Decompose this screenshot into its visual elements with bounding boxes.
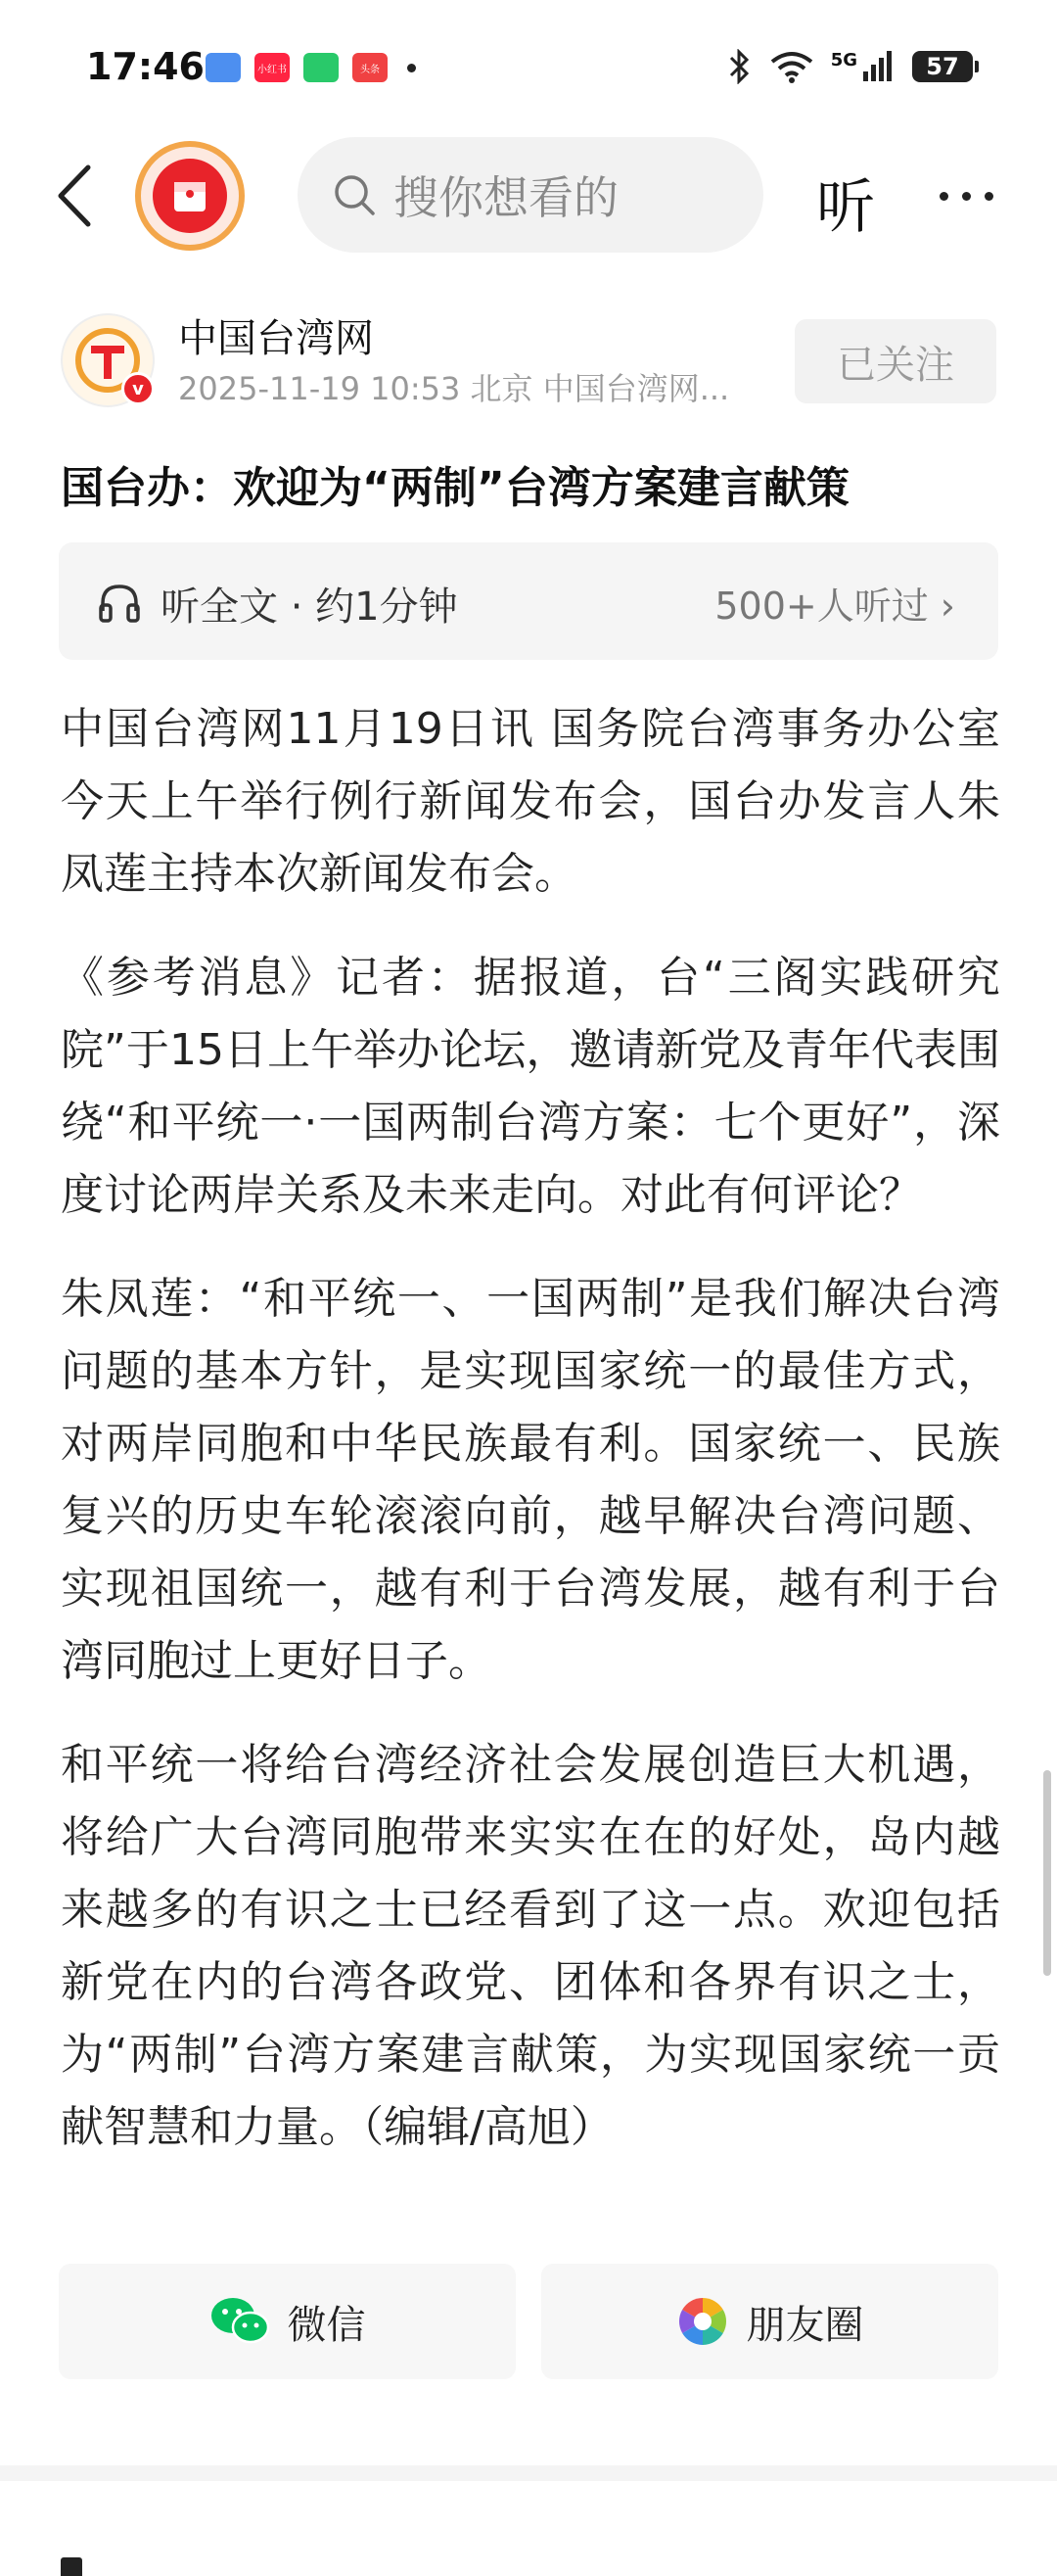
next-section-peek [61,2546,119,2576]
share-wechat-label: 微信 [287,2302,366,2348]
article-paragraph: 朱凤莲：“和平统一、一国两制”是我们解决台湾问题的基本方针，是实现国家统一的最佳方式，对两岸同胞和中华民族最有利。国家统一、民族复兴的历史车轮滚滚向前，越早解决台湾问题、实现祖国统一，越有利于台湾发展，越有利于台湾同胞过上更好日子。 [61,1274,1000,1686]
signal-icon [861,50,895,83]
search-input[interactable] [298,137,763,253]
more-notifications-dot [407,64,416,72]
more-dot-icon [940,192,948,201]
follow-button[interactable]: 已关注 [795,319,996,403]
headphones-icon [98,582,141,623]
listen-duration-label: 听全文 · 约1分钟 [161,585,458,630]
listen-full-article-bar[interactable] [59,542,998,660]
status-bar [0,0,1057,137]
system-icons [727,49,973,84]
share-moments-button[interactable] [541,2264,998,2379]
top-nav-bar [0,137,1057,255]
more-options-button[interactable] [940,166,993,225]
article-paragraph: 中国台湾网11月19日讯 国务院台湾事务办公室今天上午举行例行新闻发布会，国台办发言人朱凤莲主持本次新闻发布会。 [61,704,1000,899]
article-body [61,693,1000,2195]
red-packet-icon [153,159,227,233]
app-logo[interactable] [135,141,245,251]
article-title: 国台办：欢迎为“两制”台湾方案建言献策 [61,463,850,513]
back-button[interactable] [45,159,104,233]
xiaohongshu-notification-icon: 小红书 [254,53,290,82]
back-arrow-icon [55,164,94,228]
listen-count-label: 500+人听过 › [714,585,955,628]
notification-app-icon [206,53,241,82]
scrollbar[interactable] [1043,1770,1051,1976]
share-moments-label: 朋友圈 [746,2302,864,2348]
network-type-label: 5G [830,49,857,70]
share-row [59,2264,998,2379]
moments-icon [676,2295,729,2348]
more-dot-icon [962,192,971,201]
battery-level: 57 [926,53,959,80]
more-dot-icon [985,192,993,201]
publish-meta: 2025-11-19 10:53 北京 中国台湾网... [178,370,730,407]
listen-button[interactable]: 听 [816,173,875,242]
search-placeholder: 搜你想看的 [393,171,619,224]
article-paragraph: 和平统一将给台湾经济社会发展创造巨大机遇，将给广大台湾同胞带来实实在在的好处，岛内越来越多的有识之士已经看到了这一点。欢迎包括新党在内的台湾各政党、团体和各界有识之士，为“两制”台湾方案建言献策，为实现国家统一贡献智慧和力量。（编辑/高旭） [61,1740,1000,2152]
bluetooth-icon [727,49,753,84]
verified-badge-icon: v [121,372,155,405]
battery-icon [912,51,973,82]
share-wechat-button[interactable] [59,2264,516,2379]
video-app-notification-icon [303,53,339,82]
status-time: 17:46 [86,45,205,88]
search-icon [333,173,376,216]
wifi-icon [770,50,813,83]
wechat-icon [209,2296,270,2347]
toutiao-notification-icon: 头条 [352,53,388,82]
author-row [0,294,1057,421]
author-name[interactable]: 中国台湾网 [178,316,374,361]
section-divider [0,2465,1057,2481]
notification-icons [206,53,416,82]
article-paragraph: 《参考消息》记者：据报道，台“三阁实践研究院”于15日上午举办论坛，邀请新党及青年代表围绕“和平统一·一国两制台湾方案：七个更好”，深度讨论两岸关系及未来走向。对此有何评论？ [61,953,1000,1220]
